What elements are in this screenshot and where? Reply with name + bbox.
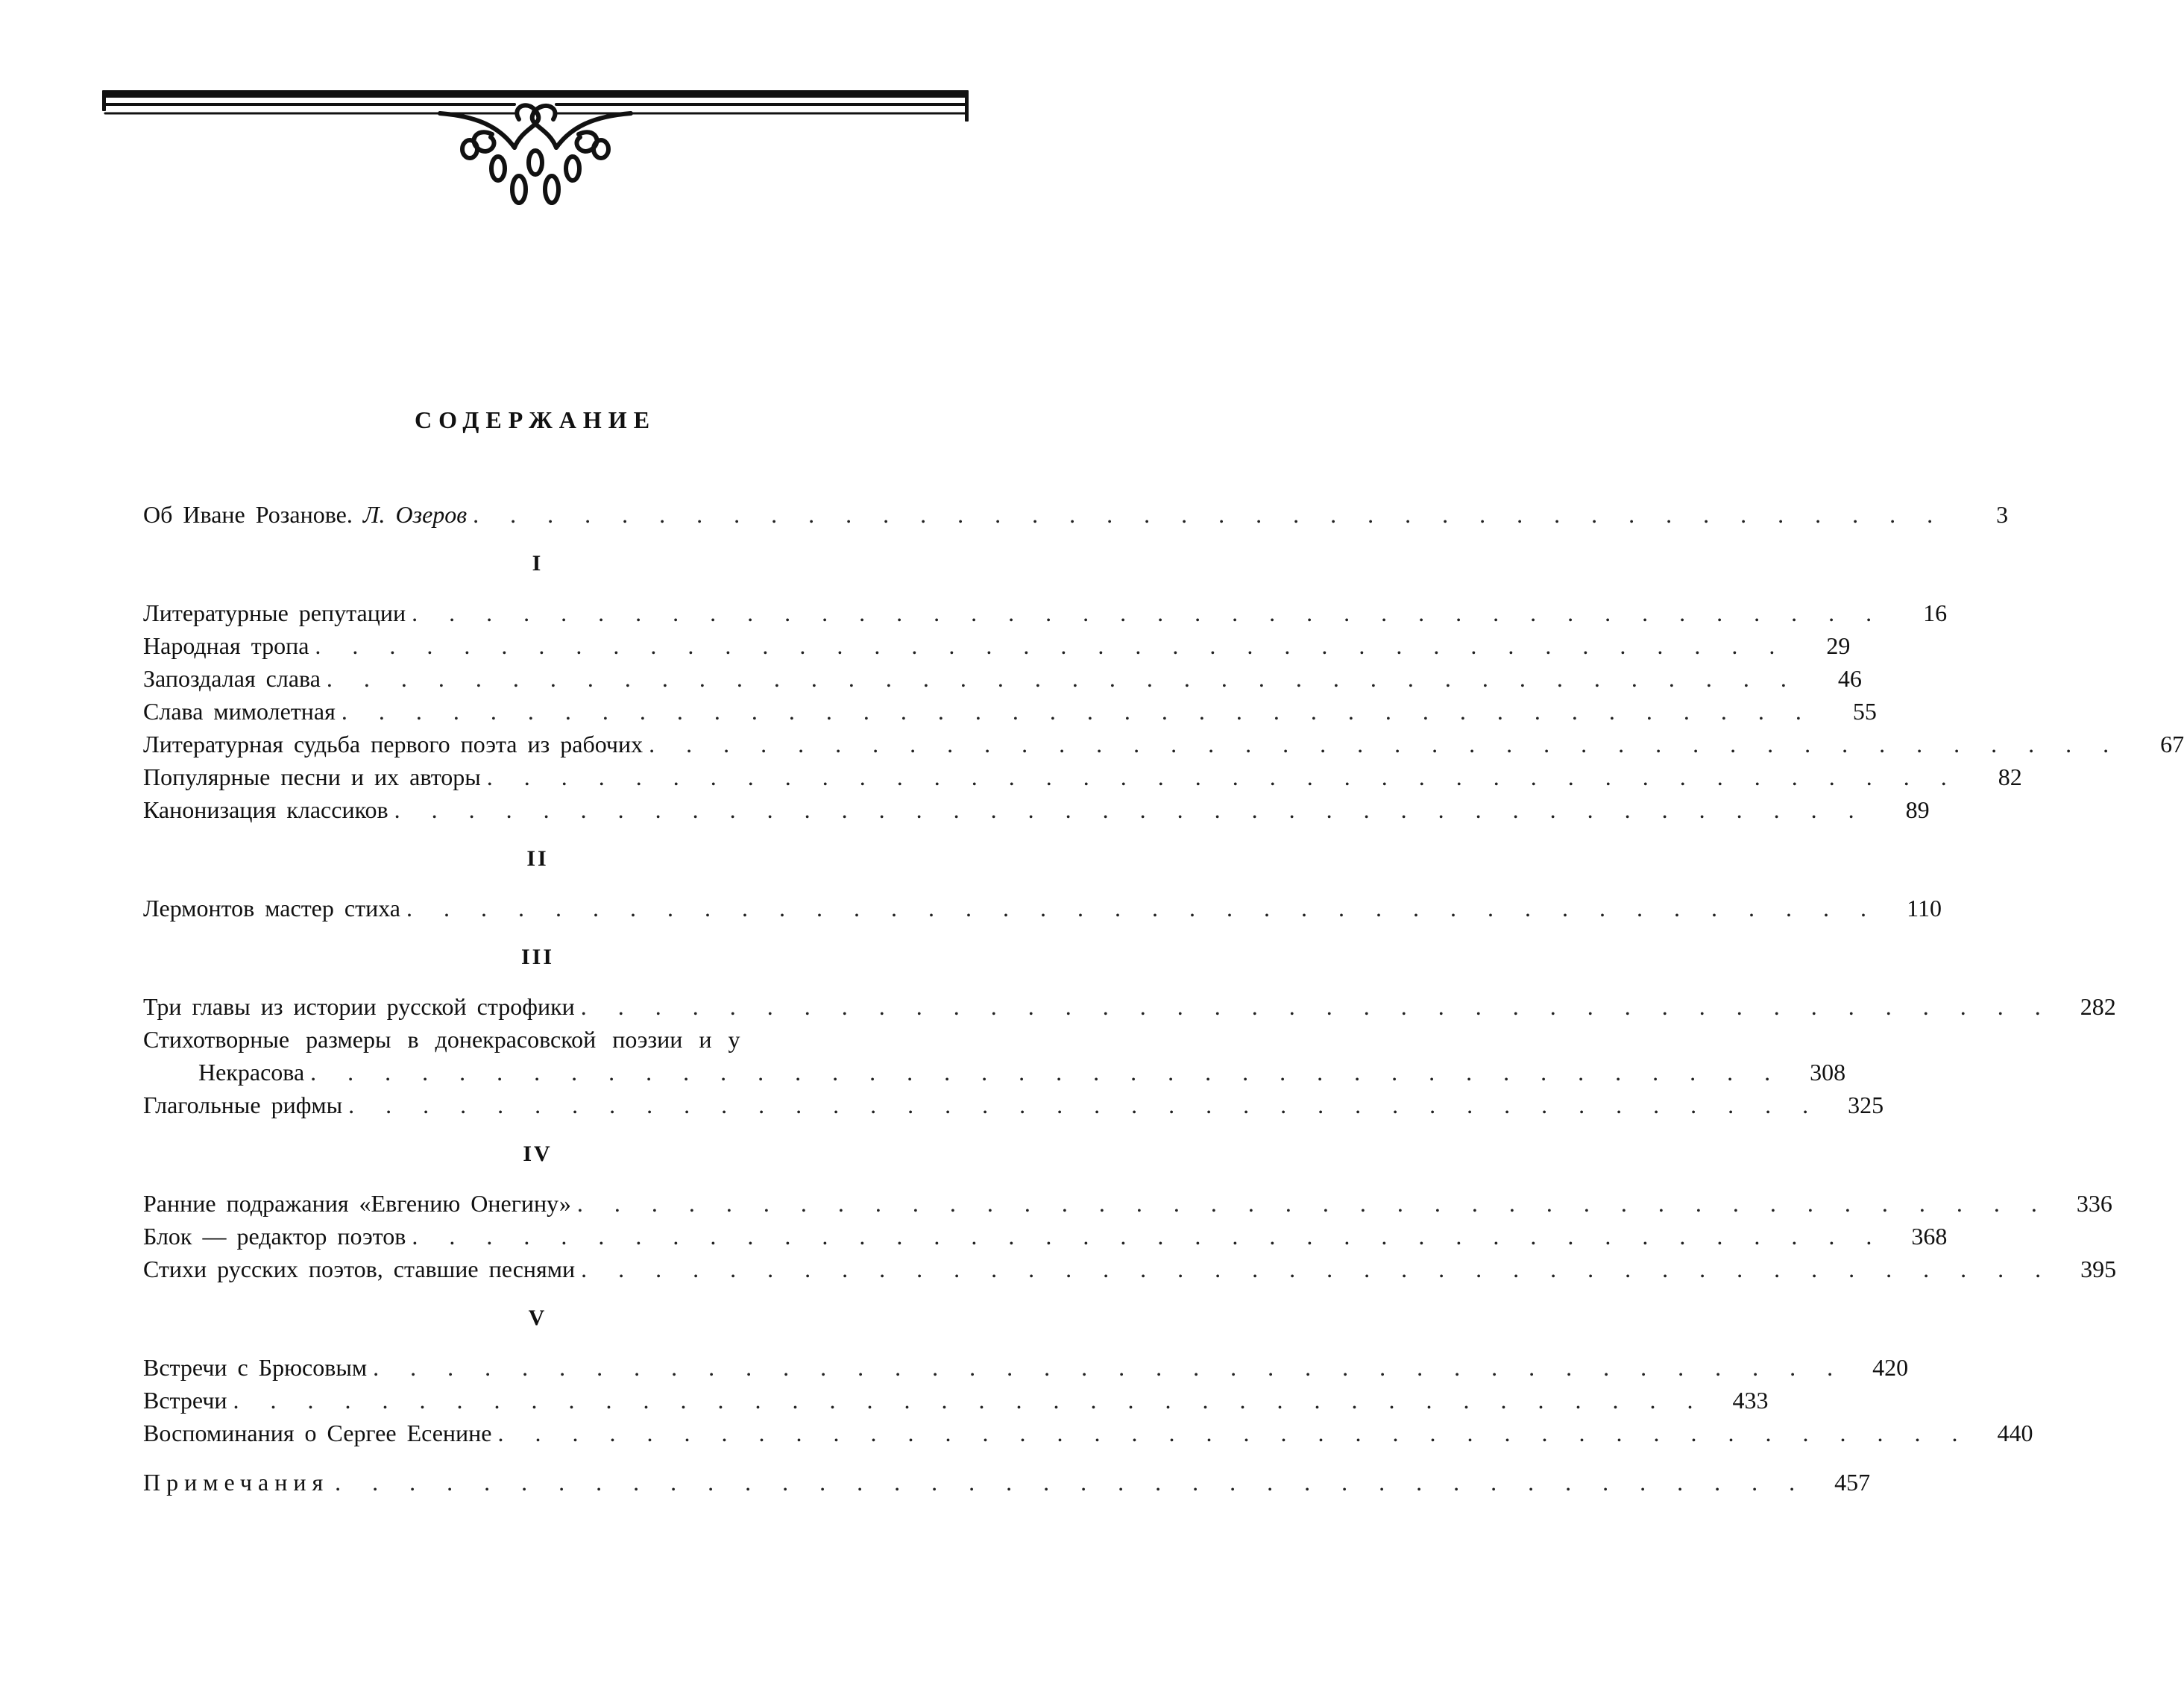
toc-entry[interactable]	[143, 662, 1862, 695]
section-numeral-3: III	[520, 945, 555, 969]
page-number: 3	[1996, 501, 2009, 528]
page-number: 67	[2160, 731, 2184, 758]
toc-entry[interactable]	[143, 695, 1877, 728]
toc-entry-title: Встречи	[143, 1387, 227, 1414]
toc-entry-title: Примечания	[143, 1469, 330, 1496]
page-number: 395	[2080, 1256, 2117, 1282]
toc-entry-title: Слава мимолетная	[143, 698, 336, 725]
table-of-contents	[143, 498, 2184, 1499]
section-numeral-1: I	[532, 551, 544, 576]
toc-entry-author: Л. Озеров	[362, 501, 468, 528]
toc-entry[interactable]	[143, 1253, 2117, 1285]
toc-entry[interactable]	[143, 728, 2184, 760]
page-number: 55	[1852, 698, 1877, 725]
page-number: 110	[1907, 895, 1942, 922]
section-numeral-4: IV	[523, 1141, 553, 1166]
leader-dots: . . . . . . . . . . . . . . . . . . . . . . . . . . . . . . . . . . . . . . . .	[649, 731, 2122, 758]
page-number: 440	[1997, 1420, 2033, 1446]
page-number: 82	[1998, 763, 2022, 790]
leader-dots: . . . . . . . . . . . . . . . . . . . . . . . . . . . . . . . . . . . . . . . .	[348, 1092, 1822, 1118]
toc-entry-title: Запоздалая слава	[143, 665, 321, 692]
toc-entry[interactable]	[143, 1187, 2112, 1220]
section-numeral-2: II	[526, 846, 549, 871]
leader-dots: . . . . . . . . . . . . . . . . . . . . . . . . . . . . . . . . . . . . . . . .	[412, 599, 1885, 626]
leader-dots: . . . . . . . . . . . . . . . . . . . . . . . . . . . . . . . . . . . . . . . .	[233, 1387, 1706, 1414]
page-number: 325	[1848, 1092, 1884, 1118]
page-number: 29	[1826, 632, 1851, 659]
toc-entry-title: Лермонтов мастер стиха	[143, 895, 400, 922]
toc-entry-title: Литературная судьба первого поэта из рабочих	[143, 731, 643, 758]
page-number: 89	[1905, 796, 1930, 823]
leader-dots: . . . . . . . . . . . . . . . . . . . . . . . . . . . . . . . . . . . . . . . .	[310, 1059, 1784, 1086]
leader-dots: . . . . . . . . . . . . . . . . . . . . . . . . . . . . . . . . . . . . . . . .	[412, 1223, 1885, 1250]
toc-entry-title: Стихотворные размеры в донекрасовской поэзии и у	[143, 1026, 740, 1053]
page-number: 336	[2076, 1190, 2112, 1217]
leader-dots: . . . . . . . . . . . . . . . . . . . . . . . . . . . . . . . . . . . . . . . .	[394, 796, 1867, 823]
toc-entry[interactable]	[143, 1384, 1769, 1417]
leader-dots: . . . . . . . . . . . . . . . . . . . . . . . . . . . . . . . . . . . . . . . .	[335, 1469, 1808, 1496]
toc-entry-title: Встречи с Брюсовым	[143, 1354, 368, 1381]
toc-entry[interactable]	[143, 596, 1948, 629]
toc-entry[interactable]	[143, 629, 1851, 662]
toc-entry-title-continued: Некрасова	[198, 1059, 305, 1086]
toc-entry-title: Народная тропа	[143, 632, 309, 659]
leader-dots: . . . . . . . . . . . . . . . . . . . . . . . . . . . . . . . . . . . . . . . .	[576, 1190, 2050, 1217]
page-number: 46	[1837, 665, 1862, 692]
toc-entry-title: Воспоминания о Сергее Есенине	[143, 1420, 492, 1446]
leader-dots: . . . . . . . . . . . . . . . . . . . . . . . . . . . . . . . . . . . . . . . .	[473, 501, 1946, 528]
toc-entry[interactable]	[143, 1089, 1884, 1121]
page-number: 420	[1872, 1354, 1909, 1381]
contents-heading: СОДЕРЖАНИЕ	[414, 406, 657, 433]
toc-entry-title: Об Иване Розанове. Л. Озеров	[143, 501, 468, 528]
page-number: 457	[1834, 1469, 1871, 1496]
toc-entry[interactable]	[143, 892, 1942, 925]
toc-entry[interactable]	[143, 990, 2116, 1023]
toc-entry[interactable]	[143, 1220, 1948, 1253]
toc-entry-title: Ранние подражания «Евгению Онегину»	[143, 1190, 571, 1217]
toc-entry-notes[interactable]	[143, 1466, 1871, 1499]
leader-dots: . . . . . . . . . . . . . . . . . . . . . . . . . . . . . . . . . . . . . . . .	[486, 763, 1960, 790]
leader-dots: . . . . . . . . . . . . . . . . . . . . . . . . . . . . . . . . . . . . . . . .	[373, 1354, 1846, 1381]
toc-entry-title: Популярные песни и их авторы	[143, 763, 481, 790]
leader-dots: . . . . . . . . . . . . . . . . . . . . . . . . . . . . . . . . . . . . . . . .	[315, 632, 1788, 659]
header-ornament	[97, 81, 974, 215]
leader-dots: . . . . . . . . . . . . . . . . . . . . . . . . . . . . . . . . . . . . . . . .	[406, 895, 1879, 922]
page-number: 433	[1732, 1387, 1769, 1414]
toc-entry[interactable]	[143, 1417, 2033, 1449]
toc-entry[interactable]	[143, 1023, 932, 1056]
page-number: 282	[2080, 993, 2116, 1020]
toc-entry-title: Литературные репутации	[143, 599, 406, 626]
page-number: 368	[1911, 1223, 1948, 1250]
toc-entry-title: Стихи русских поэтов, ставшие песнями	[143, 1256, 576, 1282]
toc-entry-title: Три главы из истории русской строфики	[143, 993, 575, 1020]
page-number: 308	[1810, 1059, 1846, 1086]
toc-entry-continued[interactable]	[143, 1056, 1846, 1089]
toc-entry-title: Канонизация классиков	[143, 796, 388, 823]
leader-dots: . . . . . . . . . . . . . . . . . . . . . . . . . . . . . . . . . . . . . . . .	[580, 993, 2054, 1020]
leader-dots: . . . . . . . . . . . . . . . . . . . . . . . . . . . . . . . . . . . . . . . .	[341, 698, 1814, 725]
leader-dots: . . . . . . . . . . . . . . . . . . . . . . . . . . . . . . . . . . . . . . . .	[497, 1420, 1971, 1446]
toc-entry-title: Глагольные рифмы	[143, 1092, 343, 1118]
toc-entry[interactable]	[143, 793, 1930, 826]
toc-entry[interactable]	[143, 1351, 1909, 1384]
toc-entry-title: Блок — редактор поэтов	[143, 1223, 406, 1250]
page-number: 16	[1923, 599, 1948, 626]
leader-dots: . . . . . . . . . . . . . . . . . . . . . . . . . . . . . . . . . . . . . . . .	[326, 665, 1799, 692]
section-numeral-5: V	[528, 1306, 547, 1330]
toc-entry-intro[interactable]	[143, 498, 2009, 531]
toc-entry[interactable]	[143, 760, 2022, 793]
leader-dots: . . . . . . . . . . . . . . . . . . . . . . . . . . . . . . . . . . . . . . . .	[581, 1256, 2054, 1282]
